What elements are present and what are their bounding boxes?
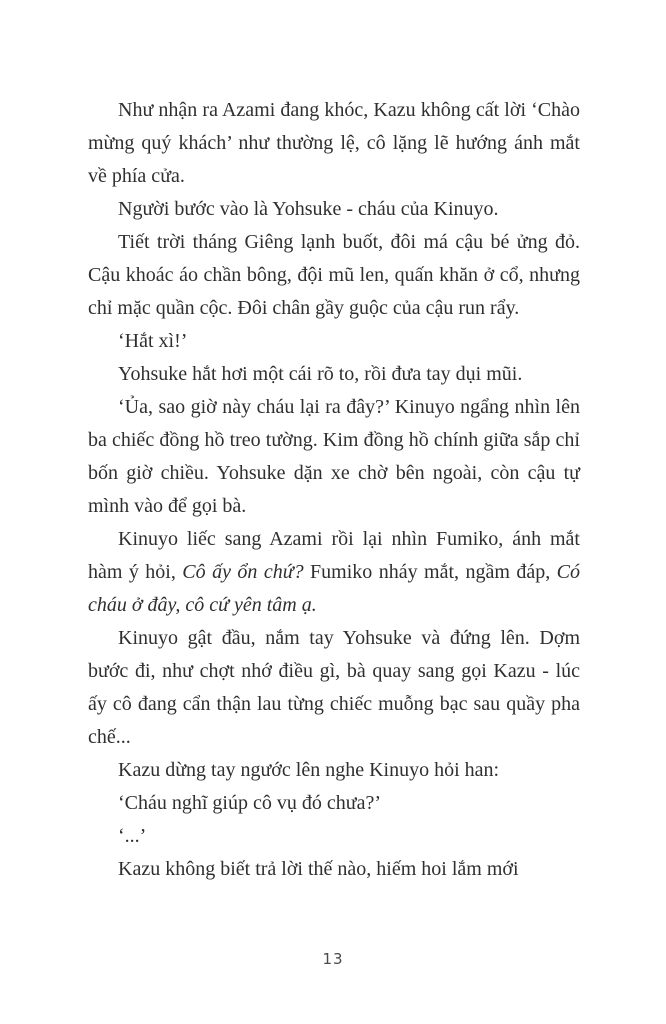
text-segment: Người bước vào là Yohsuke - cháu của Kinuyo.: [118, 198, 499, 220]
paragraph: [88, 226, 580, 325]
text-block: [88, 94, 580, 886]
paragraph: [88, 853, 580, 886]
text-segment: ‘Ủa, sao giờ này cháu lại ra đây?’ Kinuyo ngẩng nhìn lên ba chiếc đồng hồ treo tường. Kim đồng hồ chính giữa sắp chỉ bốn giờ chiều. Yohsuke dặn xe chờ bên ngoài, còn cậu tự mình vào để gọi bà.: [88, 396, 580, 517]
italic-text-segment: Cô ấy ổn chứ?: [182, 561, 304, 583]
text-segment: Kinuyo liếc sang Azami rồi lại nhìn Fumiko, ánh mắt hàm ý hỏi,: [88, 528, 580, 583]
paragraph: [88, 193, 580, 226]
paragraph: [88, 787, 580, 820]
italic-text-segment: Có cháu ở đây, cô cứ yên tâm ạ.: [88, 561, 580, 616]
text-segment: Tiết trời tháng Giêng lạnh buốt, đôi má cậu bé ửng đỏ. Cậu khoác áo chần bông, đội mũ len, quấn khăn ở cổ, nhưng chỉ mặc quần cộc. Đôi chân gầy guộc của cậu run rẩy.: [88, 231, 580, 319]
paragraph: [88, 391, 580, 523]
paragraph: [88, 358, 580, 391]
text-segment: Kazu dừng tay ngước lên nghe Kinuyo hỏi han:: [118, 759, 500, 781]
text-segment: Như nhận ra Azami đang khóc, Kazu không cất lời ‘Chào mừng quý khách’ như thường lệ, cô lặng lẽ hướng ánh mắt về phía cửa.: [88, 99, 580, 187]
paragraph: [88, 523, 580, 622]
text-segment: Yohsuke hắt hơi một cái rõ to, rồi đưa tay dụi mũi.: [118, 363, 523, 385]
paragraph: [88, 94, 580, 193]
text-segment: ‘Hắt xì!’: [118, 330, 188, 352]
paragraph: [88, 820, 580, 853]
text-segment: Kazu không biết trả lời thế nào, hiếm hoi lắm mới: [118, 858, 519, 880]
text-segment: Fumiko nháy mắt, ngầm đáp,: [303, 561, 557, 583]
text-segment: ‘...’: [118, 825, 147, 847]
paragraph: [88, 754, 580, 787]
text-segment: ‘Cháu nghĩ giúp cô vụ đó chưa?’: [118, 792, 381, 814]
paragraph: [88, 622, 580, 754]
page-number: 13: [322, 950, 344, 968]
text-segment: Kinuyo gật đầu, nắm tay Yohsuke và đứng lên. Dợm bước đi, như chợt nhớ điều gì, bà quay sang gọi Kazu - lúc ấy cô đang cẩn thận lau từng chiếc muỗng bạc sau quầy pha chế...: [88, 627, 580, 748]
paragraph: [88, 325, 580, 358]
